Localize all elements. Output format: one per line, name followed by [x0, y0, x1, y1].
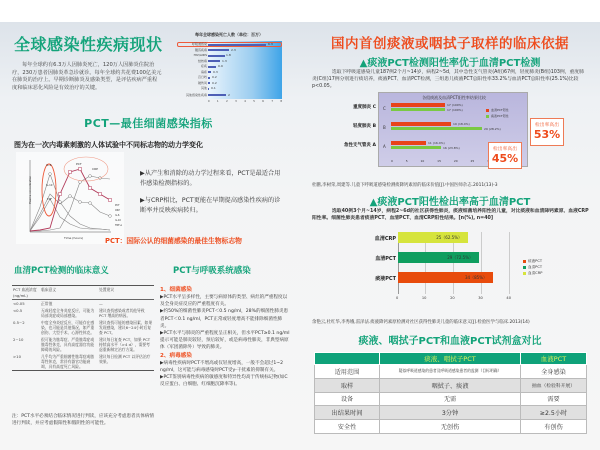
- axis-tick: 0: [208, 100, 210, 103]
- legend-serum: 血清PCT阳性: [486, 107, 509, 113]
- bar-label-crp: 血清CRP: [374, 236, 396, 242]
- clinical-note: 注：PCT水平必须结合临床情况进行判读，应该充分考虑患者具体病情进行判读，并应考虑假阳性和假阴性的可能性。: [12, 414, 155, 426]
- callout-45: [488, 142, 522, 169]
- bar-serum-crp: 25（62.5%）: [398, 232, 468, 243]
- table-header: [315, 353, 380, 365]
- table-row: [315, 420, 587, 434]
- table-cell: <0.05: [13, 301, 25, 306]
- paragraph: ▶约50%的细菌性肺炎PCT＜0.5 ng/ml，28%的细菌性肺炎患者PCT＜0.1 ng/ml，PCT正常或轻度增高不能排除细菌性肺炎。: [160, 309, 289, 329]
- death-row-value: 0.2: [212, 80, 217, 85]
- serum-bar: [391, 122, 451, 126]
- death-bar: [208, 49, 229, 51]
- death-chart: [174, 32, 284, 110]
- table-header: 临床意义: [40, 286, 98, 300]
- axis-tick: 2: [226, 100, 228, 103]
- death-chart-axis: [208, 100, 282, 103]
- section-viral: 2、病毒感染: [160, 352, 192, 359]
- group-letter: B: [383, 125, 386, 130]
- death-row-label: 其他: [200, 86, 207, 90]
- kinetics-chart: [16, 152, 124, 244]
- right-panel: [300, 22, 600, 450]
- table-row: [315, 392, 587, 406]
- kinetics-caption: 图为在一次内毒素刺激的人体试验中不同标志物的动力学变化: [14, 141, 203, 149]
- label-tnf: TNF: [47, 198, 53, 201]
- citation-2: 余艳云,杜红华,李秀娥,雷泽法.痰液降钙素原检测对社区获得性肺炎儿童的临床意义[J].检验医学与临床.2013(14): [312, 320, 530, 325]
- table-cell: 无需: [380, 392, 521, 406]
- grid-line: [509, 232, 510, 294]
- table-cell: 建议每日复查 PCT，如果 PCT 持续高水平（>4 d），需要考虑重新制定治疗方案。: [99, 337, 151, 352]
- table-cell: 3分钟: [380, 406, 521, 420]
- detection-legend: [523, 258, 542, 276]
- bar-value: 17 (100%): [447, 107, 463, 112]
- death-bar: [208, 44, 266, 46]
- pct-biomarker-tag: PCT：国际公认的细菌感染的最佳生物标志物: [105, 237, 242, 245]
- label-il10: IL-10: [46, 184, 53, 187]
- sputum-vs-serum-desc: 选取下呼吸道感染儿童187例2个月~14岁，病程2~5d，其中急性支气管炎(A组)67例，轻度肺炎(B组)103例，重度肺炎(C组)17例分别进行痰培养，痰液PCT、血清PCT检测，三组患儿痰液PCT总阳性率33.2%与血清PCT总阳性率(25.1%)比较p<0.05。: [312, 70, 584, 89]
- svg-text:IL-10: IL-10: [115, 219, 121, 222]
- global-infection-title: 全球感染性疾病现状: [14, 35, 163, 54]
- bar-value: 11 (16.4%): [428, 141, 445, 145]
- legend-serum-pct: 血清PCT: [523, 264, 542, 270]
- clinical-significance-title: 血清PCT检测的临床意义: [14, 266, 109, 276]
- death-row: [174, 75, 284, 80]
- callout-value: 53%: [533, 128, 561, 141]
- group-letter: C: [383, 106, 386, 111]
- table-row: [12, 353, 154, 371]
- table-row: [12, 336, 154, 353]
- death-row-label: 百日咳: [197, 75, 207, 79]
- axis-tick: 5: [253, 100, 255, 103]
- sputum-bar: [391, 108, 445, 112]
- legend-sputum-pct: 痰液PCT: [523, 258, 542, 264]
- table-row: [12, 319, 154, 336]
- death-bar: [208, 88, 209, 90]
- table-row: [12, 307, 154, 319]
- svg-text:TNF-α: TNF-α: [115, 224, 123, 227]
- paragraph: ▶PCT鉴别病毒性疾病的敏感度和特异性均高于传统标记物(如C反应蛋白、白细胞、红细胞沉降率等)。: [160, 375, 288, 388]
- table-cell: 需要: [521, 392, 587, 406]
- kinetics-bullets: [140, 169, 282, 223]
- death-row: [174, 70, 284, 75]
- sputum-vs-serum-title: ▲痰液PCT检测阳性率优于血清PCT检测: [359, 58, 541, 69]
- table-cell: 有创伤: [521, 420, 587, 434]
- kit-comparison-title: 痰液、咽拭子PCT和血液PCT试剂盒对比: [358, 336, 542, 347]
- death-bar: [208, 94, 226, 96]
- death-bar: [208, 55, 225, 57]
- table-cell: 正常值: [41, 301, 53, 306]
- paragraph: ▶PCT水平与肺炎的严重程度呈正相关，但水平PCT≥0.1 ng/ml提示可能是肺炎较轻，预后较好，或是病毒性肺炎，非典型病原体（军团菌除外）导致的肺炎。: [160, 331, 290, 351]
- death-row: [174, 64, 284, 69]
- table-header: 血液PCT: [521, 353, 587, 365]
- group-letter: A: [383, 144, 386, 149]
- table-cell: 中度全身炎症反应，可能存在感染，也可能是其他情况，如严重创伤、大型手术、心源性休克。: [41, 320, 95, 335]
- table-header: PCT 血液浓度 (ng/mL): [12, 286, 40, 300]
- clinical-basis-title: 国内首创痰液或咽拭子取样的临床依据: [331, 36, 569, 52]
- label-crp: CRP: [92, 167, 98, 171]
- callout-label: 检出率高出: [493, 147, 517, 152]
- table-cell: 取样: [315, 378, 380, 392]
- group-chart-legend: [486, 107, 509, 119]
- callout-label: 检出率高出: [535, 123, 559, 128]
- death-row-value: 1.3: [222, 58, 227, 63]
- bar-value: 17 (100%): [447, 103, 463, 107]
- table-cell: 疑似呼吸道感染的患者及呼吸道感染患者的监测（目标明确）: [380, 365, 521, 379]
- sputum-bar: [391, 127, 482, 131]
- pct-indicator-title: PCT—最佳细菌感染指标: [84, 117, 213, 130]
- label-il6: IL-6: [46, 163, 52, 167]
- grid-line: [481, 232, 482, 294]
- bullet-kinetics: ▶从产生和消除的动力学过程来看，PCT是最适合用作感染检测指标的。: [140, 170, 281, 187]
- legend-serum-crp: 血清CRP: [523, 270, 542, 276]
- bar-serum-pct: 29（72.5%）: [398, 252, 479, 263]
- table-cell: 几乎均为严重细菌性脓毒症或脓毒性休克，常伴有器官功能衰竭，具有高度死亡风险。: [41, 354, 95, 369]
- table-cell: 0.5~2: [13, 320, 25, 325]
- table-cell: 无创伤: [380, 420, 521, 434]
- clinical-significance-table: [12, 285, 154, 371]
- sputum-detection-desc: 选取40例3个月~14岁，病程2~6d的社区获得性肺炎，痰液细菌培养阳性的儿童，对比痰液和血清降钙素原、血液CRP阳性率。细菌性肺炎患者痰液PCT、血清PCT、血清CRP阳性结果。[n(%), n=40]: [312, 209, 589, 221]
- table-cell: 很可能为脓毒症、严重脓毒症或脓毒性休克，具有高度器官功能障碍的风险。: [41, 337, 95, 352]
- death-row-value: 6.3: [268, 42, 273, 46]
- global-infection-intro: 每年全球约有6.3万人因肺炎死亡，120万人因肺炎住院治疗，230万患者因肺炎革急诊就诊。每年全球约共花费100亿美元在肺炎的治疗上。早期诊断肺炎及感染类型，是评估疾病严重程度和临床恶化风险是有效治疗的关键。: [12, 62, 162, 91]
- table-cell: 无或轻度全身炎症反应，可能为局部炎症或局部感染。: [41, 308, 95, 318]
- group-label-severe: 重度肺炎 C: [353, 105, 376, 110]
- paragraph: ▶病毒性疾病时PCT不增高或仅轻度增高，一般不会超过1~2 ng/ml，这可能与病毒感染时PCT受γ-干扰素的抑制有关。: [160, 360, 284, 373]
- death-row-label: 疟疾: [200, 64, 207, 68]
- kinetics-chart-svg: [16, 152, 124, 244]
- table-row: [12, 300, 154, 308]
- death-row-label: 麻疹: [200, 69, 207, 74]
- legend-sputum: 痰液PCT阳性: [486, 113, 509, 119]
- respiratory-title: PCT与呼吸系统感染: [173, 266, 251, 276]
- table-header: 处置建议: [98, 286, 154, 300]
- table-cell: ≥2.5小时: [521, 406, 587, 420]
- svg-text:IL-6: IL-6: [115, 214, 120, 217]
- death-bar: [208, 66, 216, 68]
- bar-value: 16 (23.8%): [443, 145, 460, 150]
- group-chart-title: 各组痰液及血清PCT阳性率结果比较: [422, 95, 486, 100]
- death-row-label: 破伤风: [197, 80, 207, 85]
- detection-rate-chart: [360, 232, 560, 302]
- axis-tick: 6: [262, 100, 264, 103]
- axis-tick: 1: [217, 100, 219, 103]
- death-row-label: 结核病: [197, 58, 207, 63]
- death-row: [174, 59, 284, 64]
- death-bar: [208, 71, 211, 73]
- death-bar: [208, 60, 220, 62]
- bar-value: 19 (18.4%): [453, 122, 470, 126]
- kinetics-xlabel: Time (hours): [64, 236, 84, 240]
- death-row-value: 0.3: [213, 69, 218, 74]
- svg-text:PCT: PCT: [115, 204, 120, 207]
- death-row: [174, 81, 284, 86]
- bar-value: 29 (28.2%): [484, 126, 501, 131]
- death-row-label: 呼吸道感染: [191, 42, 207, 46]
- serum-bar: [391, 103, 445, 107]
- death-row-label: 其他感染性疾病: [185, 92, 207, 97]
- left-panel: [0, 22, 297, 450]
- table-cell: 建议查找可能的感染因素，如果发现感染，建议6~24小时后复查 PCT。: [99, 320, 153, 335]
- table-cell: 2~10: [13, 337, 24, 342]
- death-row: [174, 42, 284, 47]
- paragraph: ▶PCT水平呈多样性，主要与病原体的类型、病灶的严重程度以及全身炎症反应的严重程度有关。: [160, 295, 288, 308]
- table-cell: 咽拭子、痰液: [380, 378, 521, 392]
- label-pct: PCT: [76, 162, 82, 166]
- bullet-crp-compare: ▶与CRP相比，PCT更能在早期提高感染性疾病的诊断率并反映疾病转归。: [140, 197, 281, 214]
- table-cell: 建议每日检测 PCT 以评估治疗效果。: [99, 354, 151, 364]
- death-row: [174, 53, 284, 58]
- axis-tick: 3: [235, 100, 237, 103]
- svg-text:CRP: CRP: [115, 209, 120, 212]
- bar-label-sputum-pct: 痰液PCT: [375, 276, 396, 282]
- group-label-mild: 轻度肺炎 B: [353, 124, 376, 129]
- detection-axis: 0 10 20 30 40: [396, 296, 511, 300]
- death-row-label: 腹泻疾病: [194, 47, 207, 52]
- table-row: [315, 365, 587, 379]
- group-chart-axis: 0 5 10 15 20 25: [391, 159, 475, 163]
- table-header: 痰液、咽拭子PCT: [380, 353, 521, 365]
- kit-comparison-table: [314, 352, 587, 434]
- death-bar: [208, 82, 210, 84]
- axis-tick: 4: [244, 100, 246, 103]
- death-row-value: 2.3: [231, 47, 236, 52]
- table-cell: 安全性: [315, 420, 380, 434]
- death-row-value: 1.8: [226, 53, 231, 57]
- serum-bar: [391, 141, 426, 145]
- section-bacterial: 1、细菌感染: [160, 287, 192, 293]
- death-row-label: HIV/AIDS: [193, 53, 207, 57]
- table-row: [315, 378, 587, 392]
- death-row: [174, 48, 284, 53]
- death-row-value: 0.1: [211, 86, 216, 90]
- death-bar: [208, 77, 210, 79]
- table-header-row: [315, 353, 587, 365]
- citation-1: 杜鹏,李树荣,周建等.儿童下呼吸道感染检测痰降钙素原的临床价值[J].中国医师杂志.2011(13)-3: [312, 183, 498, 188]
- death-row: [174, 86, 284, 91]
- sputum-bar: [391, 146, 441, 150]
- table-cell: 适用范围: [315, 365, 380, 379]
- callout-value: 45%: [491, 152, 519, 165]
- group-label-bronchitis: 急性支气管炎 A: [343, 143, 376, 148]
- death-row: [174, 93, 284, 98]
- death-row-value: 0.9: [218, 64, 223, 68]
- table-cell: 建议查找感染或者其他导致 PCT 增高的病因。: [99, 308, 145, 318]
- kinetics-ylabel: Plasma concentration: [29, 175, 32, 204]
- bar-sputum-pct: 34（85%）: [398, 272, 493, 283]
- death-row-value: 2: [228, 92, 230, 97]
- table-cell: 抽血（检验科开展）: [521, 378, 587, 392]
- table-cell: >10: [13, 354, 22, 359]
- respiratory-content: [160, 286, 290, 388]
- table-cell: 出结果时间: [315, 406, 380, 420]
- death-row-value: 0.2: [212, 75, 217, 79]
- table-row: [315, 406, 587, 420]
- callout-53: [530, 118, 564, 146]
- axis-tick: 7: [271, 100, 273, 103]
- bar-label-serum-pct: 血清PCT: [375, 256, 396, 262]
- table-cell: —: [99, 301, 103, 306]
- table-cell: 全身感染: [521, 365, 587, 379]
- table-cell: 设备: [315, 392, 380, 406]
- death-chart-title: 每年全球感染死亡人数（单位：百万）: [195, 32, 263, 37]
- table-cell: <0.5: [13, 308, 23, 313]
- sputum-detection-title: ▲痰液PCT阳性检出率高于血清PCT: [369, 197, 531, 208]
- axis-tick: 8: [280, 100, 282, 103]
